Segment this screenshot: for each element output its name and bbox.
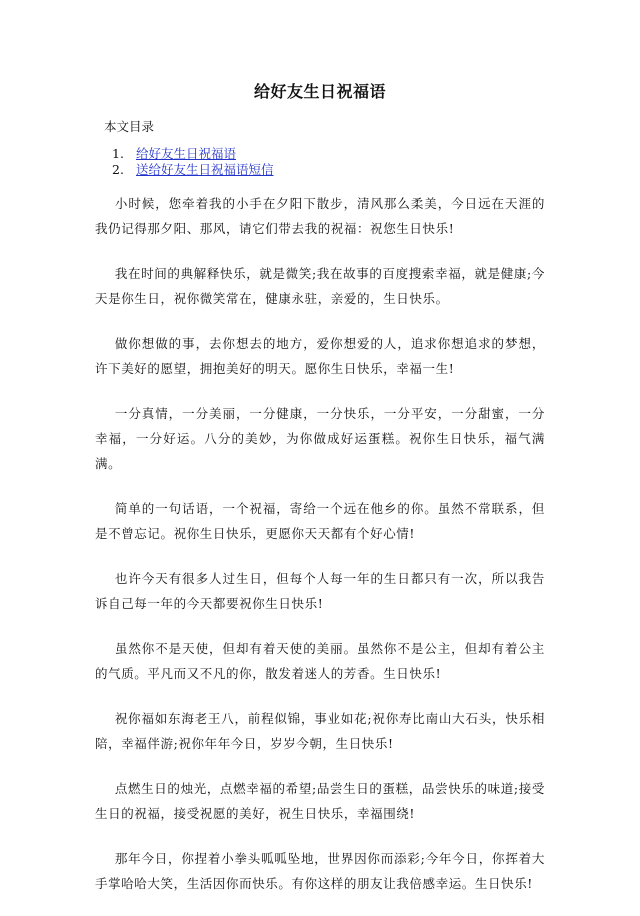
paragraph: 做你想做的事，去你想去的地方，爱你想爱的人，追求你想追求的梦想，许下美好的愿望，拥抱美好的明天。愿你生日快乐，幸福一生! — [95, 336, 545, 376]
paragraph: 那年今日，你捏着小拳头呱呱坠地，世界因你而添彩;今年今日，你挥着大手掌哈哈大笑，生活因你而快乐。有你这样的朋友让我倍感幸运。生日快乐! — [95, 851, 545, 891]
toc-label: 本文目录 — [104, 119, 155, 134]
paragraph: 简单的一句话语，一个祝福，寄给一个远在他乡的你。虽然不常联系，但是不曾忘记。祝你生日快乐，更愿你天天都有个好心情! — [95, 501, 545, 541]
page-title: 给好友生日祝福语 — [253, 82, 386, 101]
toc-item-number: 1. — [112, 146, 124, 161]
table-of-contents — [112, 146, 274, 178]
toc-item-number: 2. — [112, 162, 124, 177]
paragraph: 祝你福如东海老王八，前程似锦，事业如花;祝你寿比南山大石头，快乐相陪，幸福伴游;祝你年年今日，岁岁今朝，生日快乐! — [95, 711, 545, 751]
toc-item — [112, 162, 274, 178]
body-text — [95, 191, 545, 916]
paragraph: 一分真情，一分美丽，一分健康，一分快乐，一分平安，一分甜蜜，一分幸福，一分好运。八分的美妙，为你做成好运蛋糕。祝你生日快乐，福气满满。 — [95, 406, 545, 471]
paragraph: 小时候，您牵着我的小手在夕阳下散步，清风那么柔美，今日远在天涯的我仍记得那夕阳、那风，请它们带去我的祝福：祝您生日快乐! — [95, 196, 545, 236]
toc-link-2[interactable]: 送给好友生日祝福语短信 — [136, 162, 274, 177]
toc-item — [112, 146, 274, 162]
paragraph: 虽然你不是天使，但却有着天使的美丽。虽然你不是公主，但却有着公主的气质。平凡而又不凡的你，散发着迷人的芳香。生日快乐! — [95, 641, 545, 681]
paragraph: 点燃生日的烛光，点燃幸福的希望;品尝生日的蛋糕，品尝快乐的味道;接受生日的祝福，接受祝愿的美好，祝生日快乐，幸福围绕! — [95, 781, 545, 821]
toc-link-1[interactable]: 给好友生日祝福语 — [136, 146, 237, 161]
paragraph: 我在时间的典解释快乐，就是微笑;我在故事的百度搜索幸福，就是健康;今天是你生日，祝你微笑常在，健康永驻，亲爱的，生日快乐。 — [95, 266, 545, 306]
paragraph: 也许今天有很多人过生日，但每个人每一年的生日都只有一次，所以我告诉自己每一年的今天都要祝你生日快乐! — [95, 571, 545, 611]
